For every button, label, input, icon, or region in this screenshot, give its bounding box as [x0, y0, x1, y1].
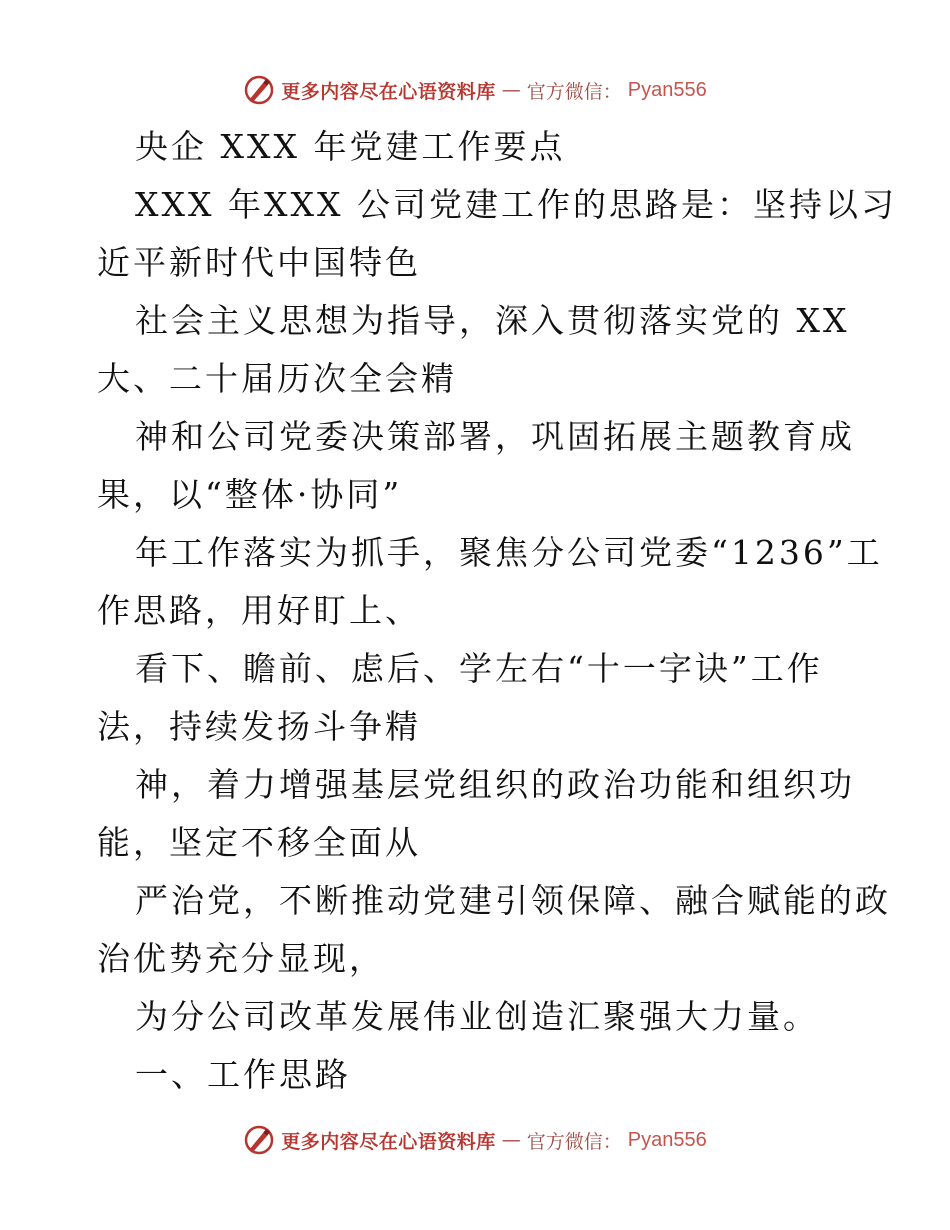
paragraph-line: 神和公司党委决策部署，巩固拓展主题教育成	[135, 417, 855, 456]
footer-separator: —	[501, 1129, 521, 1151]
pen-logo-icon	[243, 1124, 275, 1156]
paragraph-line: 作思路，用好盯上、	[97, 591, 421, 630]
paragraph-line: 近平新时代中国特色	[97, 243, 421, 282]
header-brand-text: 更多内容尽在心语资料库	[281, 80, 496, 103]
footer-contact-label: 官方微信：	[526, 1130, 622, 1153]
pen-logo-icon	[243, 74, 275, 106]
paragraph-line: 严治党，不断推动党建引领保障、融合赋能的政	[135, 881, 891, 920]
paragraph-line: 社会主义思想为指导，深入贯彻落实党的 XX	[135, 301, 850, 340]
header-contact-id: Pyan556	[627, 78, 707, 101]
footer-watermark-banner	[0, 1122, 950, 1158]
paragraph-line: 法，持续发扬斗争精	[97, 707, 421, 746]
header-separator: —	[501, 79, 521, 101]
paragraph-line: 果，以“整体·协同”	[97, 475, 403, 514]
paragraph-line: 能，坚定不移全面从	[97, 823, 421, 862]
footer-contact-id: Pyan556	[627, 1128, 707, 1151]
paragraph-line: 神，着力增强基层党组织的政治功能和组织功	[135, 765, 855, 804]
document-title: 央企 XXX 年党建工作要点	[135, 127, 566, 166]
section-heading: 一、工作思路	[135, 1055, 351, 1094]
paragraph-line: 年工作落实为抓手，聚焦分公司党委“1236”工	[135, 533, 883, 572]
paragraph-line: 为分公司改革发展伟业创造汇聚强大力量。	[135, 997, 819, 1036]
paragraph-line: 看下、瞻前、虑后、学左右“十一字诀”工作	[135, 649, 823, 688]
paragraph-line: 治优势充分显现，	[97, 939, 385, 978]
paragraph-line: 大、二十届历次全会精	[97, 359, 457, 398]
header-watermark-banner	[0, 72, 950, 108]
paragraph-line: XXX 年XXX 公司党建工作的思路是：坚持以习	[135, 185, 897, 224]
footer-brand-text: 更多内容尽在心语资料库	[281, 1130, 496, 1153]
header-contact-label: 官方微信：	[526, 80, 622, 103]
